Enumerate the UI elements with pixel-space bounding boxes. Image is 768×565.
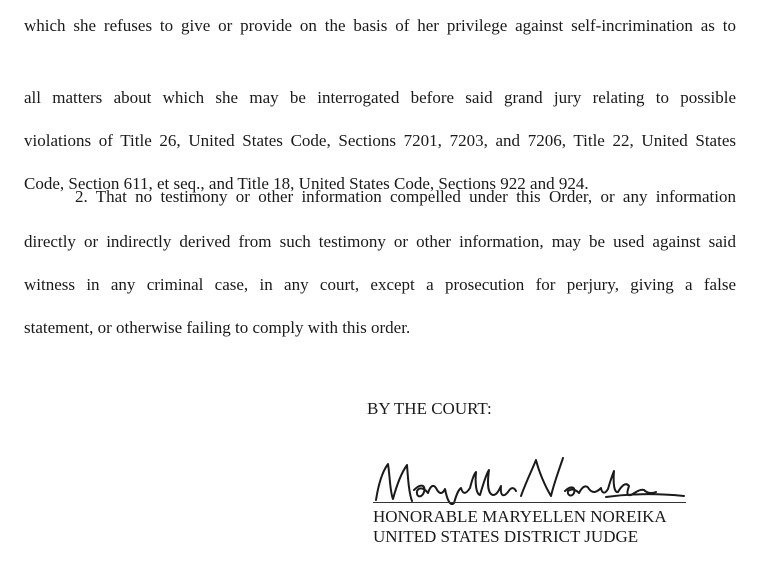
paragraph2-line4: statement, or otherwise failing to comply with this order. — [24, 318, 411, 337]
paragraph1-line3: violations of Title 26, United States Code, Sections 7201, 7203, and 7206, Title 22, United States — [24, 131, 736, 150]
paragraph1-line4: Code, Section 611, et seq., and Title 18, United States Code, Sections 922 and 924. — [24, 174, 589, 193]
paragraph2-line1: 2. That no testimony or other information compelled under this Order, or any information — [75, 187, 736, 206]
paragraph2-line2: directly or indirectly derived from such testimony or other information, may be used against said — [24, 232, 736, 251]
judge-title: UNITED STATES DISTRICT JUDGE — [373, 527, 639, 546]
signature-line — [373, 502, 686, 503]
paragraph2-line3: witness in any criminal case, in any court, except a prosecution for perjury, giving a false — [24, 275, 736, 294]
judge-name: HONORABLE MARYELLEN NOREIKA — [373, 507, 667, 526]
by-the-court: BY THE COURT: — [367, 399, 492, 418]
paragraph1-line2: all matters about which she may be interrogated before said grand jury relating to possible — [24, 88, 736, 107]
paragraph1-line1: which she refuses to give or provide on the basis of her privilege against self-incrimination as to — [24, 16, 736, 35]
